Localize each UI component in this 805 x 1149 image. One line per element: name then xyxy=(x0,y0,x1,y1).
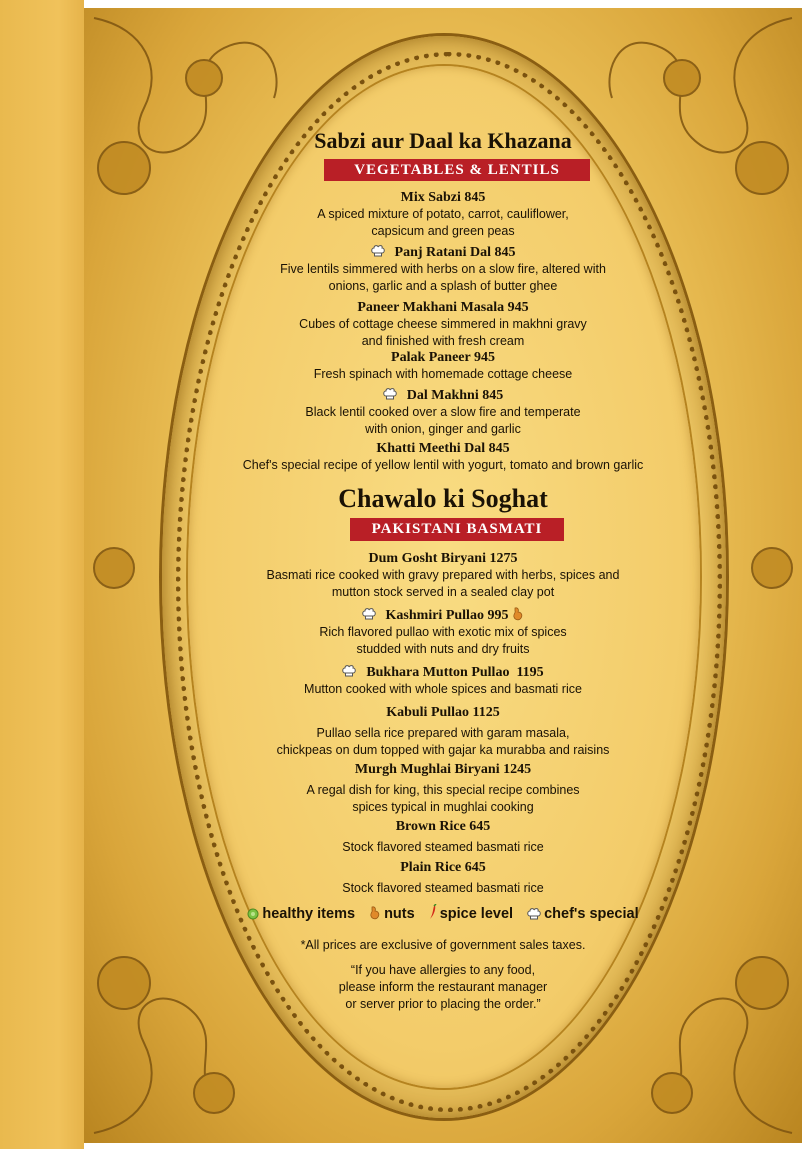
section-title-vegetables: Sabzi aur Daal ka Khazana xyxy=(314,128,572,153)
menu-item xyxy=(84,859,802,897)
item-description: chickpeas on dum topped with gajar ka murabba and raisins xyxy=(276,743,610,757)
allergy-note-line3: or server prior to placing the order.” xyxy=(345,997,541,1011)
chef-hat-icon xyxy=(527,908,541,920)
menu-item xyxy=(84,550,802,601)
item-description: studded with nuts and dry fruits xyxy=(356,642,530,656)
item-name: Dal Makhni 845 xyxy=(406,388,504,403)
item-description: onions, garlic and a splash of butter ghee xyxy=(328,279,558,293)
item-name: Khatti Meethi Dal 845 xyxy=(376,441,510,456)
item-description: capsicum and green peas xyxy=(371,224,515,238)
item-name: Panj Ratani Dal 845 xyxy=(394,245,516,260)
chef-hat-icon xyxy=(371,245,385,257)
tax-note: *All prices are exclusive of government sales taxes. xyxy=(300,938,586,952)
item-name: Palak Paneer 945 xyxy=(391,350,495,365)
legend-healthy: healthy items xyxy=(262,906,356,922)
item-description: with onion, ginger and garlic xyxy=(365,422,521,436)
menu-item xyxy=(84,299,802,350)
item-description: Pullao sella rice prepared with garam masala, xyxy=(316,726,570,740)
item-description: A regal dish for king, this special recipe combines xyxy=(306,783,580,797)
banner-pakistani-basmati: PAKISTANI BASMATI xyxy=(350,518,564,541)
item-description: Chef's special recipe of yellow lentil with yogurt, tomato and brown garlic xyxy=(242,458,644,472)
item-name: Paneer Makhani Masala 945 xyxy=(357,300,529,315)
chef-hat-icon xyxy=(383,388,397,400)
legend-spice: spice level xyxy=(439,906,514,922)
allergy-note-line1: “If you have allergies to any food, xyxy=(350,963,536,977)
item-description: Black lentil cooked over a slow fire and temperate xyxy=(305,405,581,419)
item-description: A spiced mixture of potato, carrot, cauliflower, xyxy=(317,207,569,221)
item-name: Mix Sabzi 845 xyxy=(400,190,486,205)
item-description: Stock flavored steamed basmati rice xyxy=(342,881,544,895)
menu-item xyxy=(84,440,802,474)
healthy-icon xyxy=(247,908,259,920)
menu-item xyxy=(84,607,802,658)
nuts-icon xyxy=(369,906,381,920)
chili-icon xyxy=(429,904,437,920)
menu-content xyxy=(84,8,802,1143)
item-name: Kabuli Pullao 1125 xyxy=(386,705,500,720)
menu-item xyxy=(84,704,802,759)
item-description: mutton stock served in a sealed clay pot xyxy=(331,585,555,599)
legend xyxy=(84,904,802,922)
banner-vegetables-lentils: VEGETABLES & LENTILS xyxy=(324,159,590,181)
item-description: Rich flavored pullao with exotic mix of spices xyxy=(319,625,567,639)
menu-item xyxy=(84,189,802,240)
item-description: Basmati rice cooked with gravy prepared with herbs, spices and xyxy=(266,568,620,582)
item-description: Cubes of cottage cheese simmered in makhni gravy xyxy=(299,317,587,331)
allergy-note-line2: please inform the restaurant manager xyxy=(338,980,548,994)
legend-nuts: nuts xyxy=(384,906,415,922)
item-description: Five lentils simmered with herbs on a slow fire, altered with xyxy=(280,262,606,276)
item-name: Bukhara Mutton Pullao 1195 xyxy=(366,665,544,680)
menu-item xyxy=(84,349,802,383)
menu-item xyxy=(84,761,802,816)
item-description: Mutton cooked with whole spices and basmati rice xyxy=(304,682,582,696)
item-name: Kashmiri Pullao 995 xyxy=(385,608,509,623)
item-description: and finished with fresh cream xyxy=(361,334,525,348)
chef-hat-icon xyxy=(362,608,376,620)
item-name: Plain Rice 645 xyxy=(400,860,486,875)
item-description: Stock flavored steamed basmati rice xyxy=(342,840,544,854)
item-name: Dum Gosht Biryani 1275 xyxy=(368,551,518,566)
legend-chef: chef's special xyxy=(544,906,639,922)
item-description: spices typical in mughlai cooking xyxy=(352,800,534,814)
menu-item xyxy=(84,818,802,856)
menu-item xyxy=(84,664,802,698)
section-title-rice: Chawalo ki Soghat xyxy=(338,484,548,513)
item-name: Brown Rice 645 xyxy=(395,819,491,834)
menu-item xyxy=(84,387,802,438)
menu-item xyxy=(84,244,802,295)
item-name: Murgh Mughlai Biryani 1245 xyxy=(354,762,532,777)
item-description: Fresh spinach with homemade cottage cheese xyxy=(313,367,573,381)
left-page-edge xyxy=(0,0,84,1149)
chef-hat-icon xyxy=(342,665,356,677)
nuts-icon xyxy=(512,607,524,621)
